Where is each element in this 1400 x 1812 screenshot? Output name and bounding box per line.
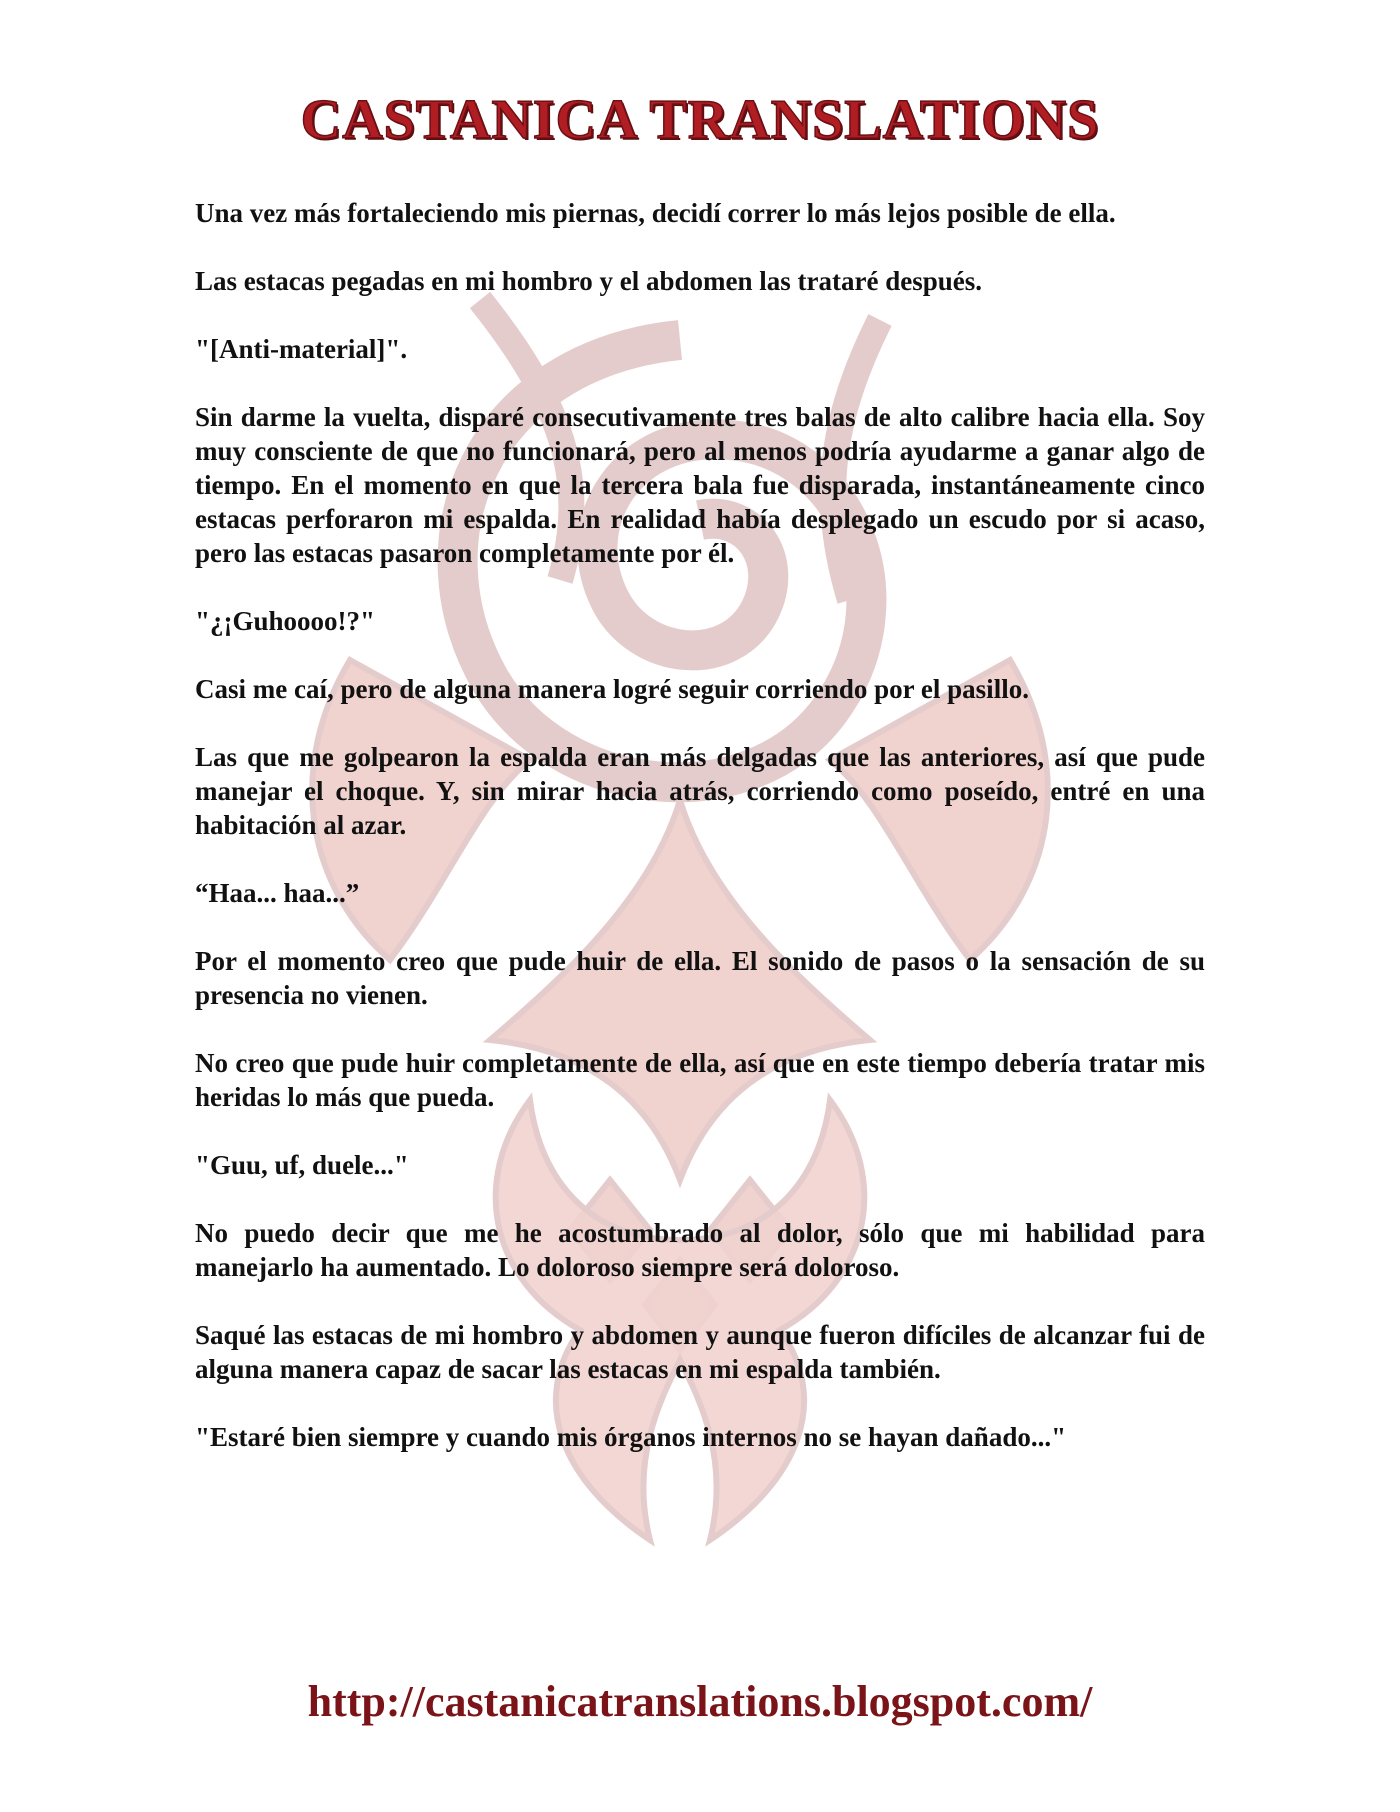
paragraph: Saqué las estacas de mi hombro y abdomen y aunque fueron difíciles de alcanzar fui de alguna manera capaz de sacar las estacas en mi espalda también. <box>195 1320 1205 1384</box>
paragraph: Casi me caí, pero de alguna manera logré seguir corriendo por el pasillo. <box>195 674 1029 704</box>
paragraph: "Estaré bien siempre y cuando mis órganos internos no se hayan dañado..." <box>195 1422 1067 1452</box>
paragraph: Las que me golpearon la espalda eran más delgadas que las anteriores, así que pude manejar el choque. Y, sin mirar hacia atrás, corriendo como poseído, entré en una habitación al azar. <box>195 742 1205 840</box>
paragraph: "¿¡Guhoooo!?" <box>195 606 375 636</box>
paragraph: “Haa... haa...” <box>195 878 360 908</box>
blog-url-link[interactable]: http://castanicatranslations.blogspot.com/ <box>307 1677 1093 1726</box>
paragraph: "Guu, uf, duele..." <box>195 1150 409 1180</box>
paragraph: Por el momento creo que pude huir de ella. El sonido de pasos o la sensación de su presencia no vienen. <box>195 946 1205 1010</box>
paragraph: No creo que pude huir completamente de ella, así que en este tiempo debería tratar mis heridas lo más que pueda. <box>195 1048 1205 1112</box>
paragraph: Una vez más fortaleciendo mis piernas, decidí correr lo más lejos posible de ella. <box>195 198 1116 228</box>
story-text <box>195 196 1205 1488</box>
paragraph: Las estacas pegadas en mi hombro y el abdomen las trataré después. <box>195 266 983 296</box>
paragraph: "[Anti-material]". <box>195 334 408 364</box>
paragraph: Sin darme la vuelta, disparé consecutivamente tres balas de alto calibre hacia ella. Soy muy consciente de que no funcionará, pero al menos podría ayudarme a ganar algo de tiempo. En el momento en que la tercera bala fue disparada, instantáneamente cinco estacas perforaron mi espalda. En realidad había desplegado un escudo por si acaso, pero las estacas pasaron completamente por él. <box>195 402 1205 568</box>
paragraph: No puedo decir que me he acostumbrado al dolor, sólo que mi habilidad para manejarlo ha aumentado. Lo doloroso siempre será doloroso. <box>195 1218 1205 1282</box>
site-title: CASTANICA TRANSLATIONS <box>300 89 1100 151</box>
